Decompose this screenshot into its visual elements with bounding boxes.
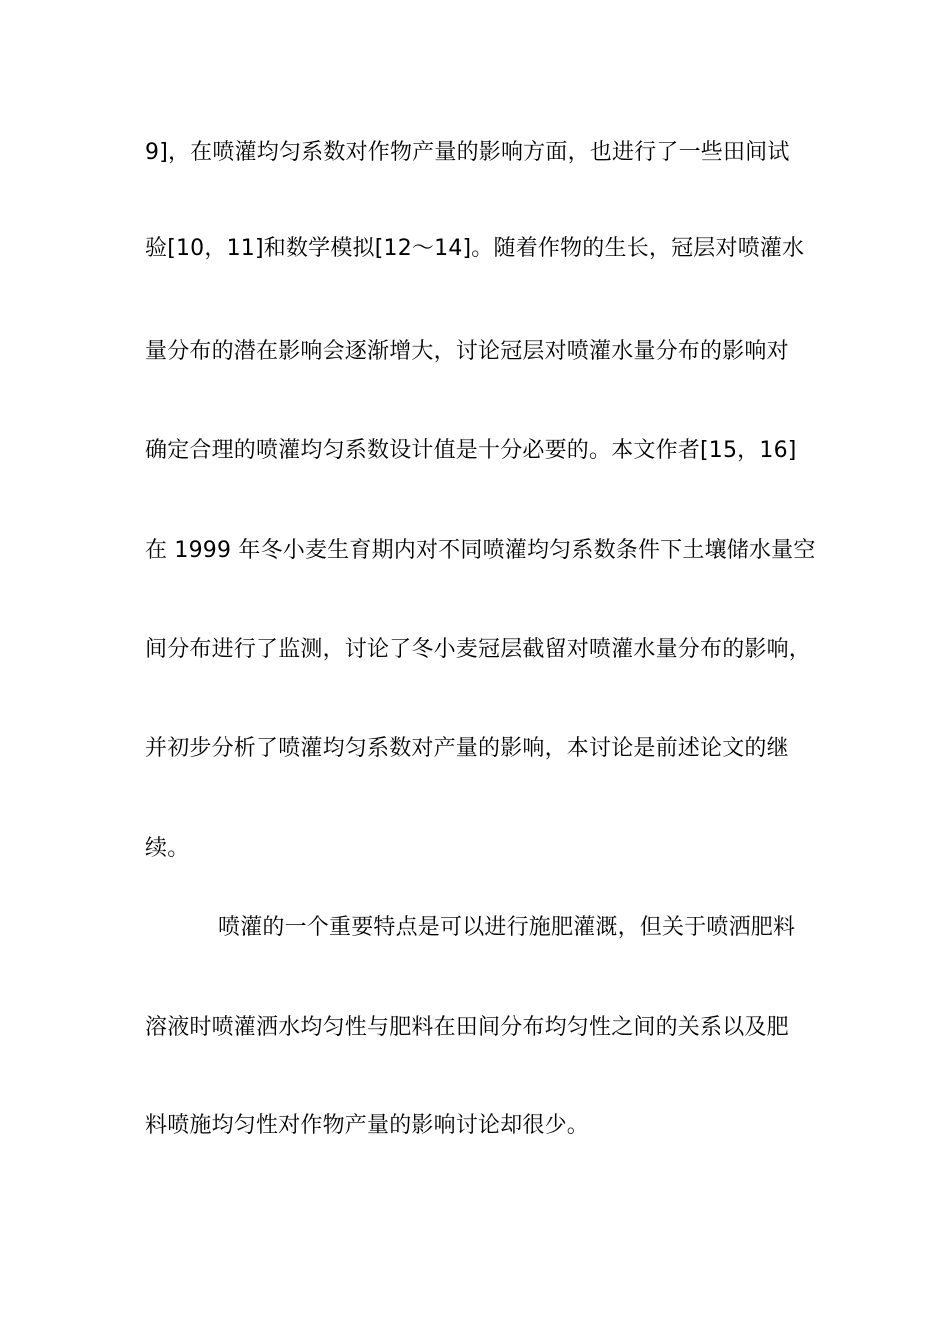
text-line: 续。 bbox=[145, 836, 190, 861]
text-line: 确定合理的喷灌均匀系数设计值是十分必要的。本文作者[15，16] bbox=[145, 438, 797, 463]
text-line: 9]，在喷灌均匀系数对作物产量的影响方面，也进行了一些田间试 bbox=[145, 140, 790, 165]
text-line: 并初步分析了喷灌均匀系数对产量的影响，本讨论是前述论文的继 bbox=[145, 736, 789, 761]
text-line: 量分布的潜在影响会逐渐增大，讨论冠层对喷灌水量分布的影响对 bbox=[145, 339, 789, 364]
text-line: 验[10，11]和数学模拟[12～14]。随着作物的生长，冠层对喷灌水 bbox=[145, 236, 805, 261]
text-line: 在 1999 年冬小麦生育期内对不同喷灌均匀系数条件下土壤储水量空 bbox=[145, 538, 816, 563]
text-line: 间分布进行了监测，讨论了冬小麦冠层截留对喷灌水量分布的影响， bbox=[145, 637, 812, 662]
text-line: 溶液时喷灌洒水均匀性与肥料在田间分布均匀性之间的关系以及肥 bbox=[145, 1015, 789, 1040]
paragraph-first-line: 喷灌的一个重要特点是可以进行施肥灌溉，但关于喷洒肥料 bbox=[218, 915, 796, 940]
text-line: 料喷施均匀性对作物产量的影响讨论却很少。 bbox=[145, 1113, 590, 1138]
